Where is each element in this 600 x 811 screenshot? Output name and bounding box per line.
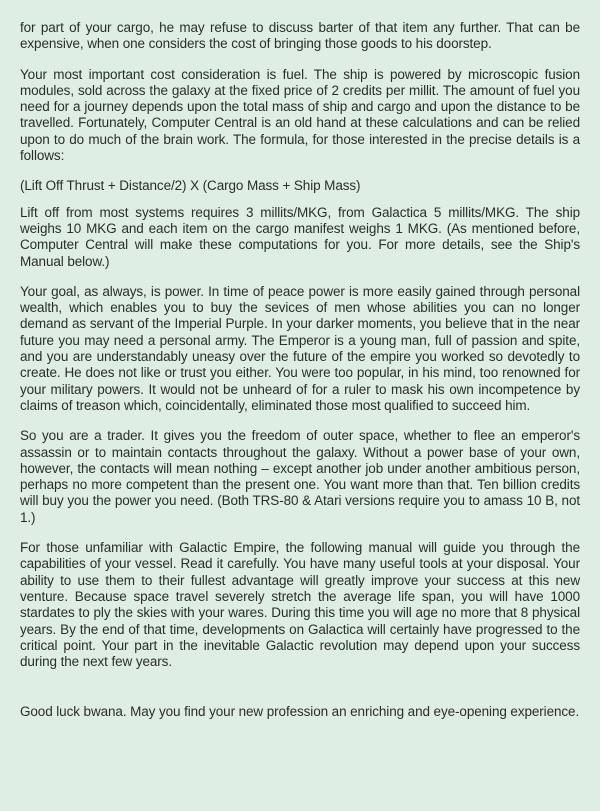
paragraph-goal-power: Your goal, as always, is power. In time of peace power is more easily gained through personal wealth, which enables you to buy the sevices of men whose abilities you can no longer demand as servant of the Imperial Purple. In your darker moments, you believe that in the near future you may need a personal army. The Emperor is a young man, full of passion and spite, and you are understandably uneasy over the future of the empire you worked so devotedly to create. He does not like or trust you either. You were too popular, in his mind, too renowned for your military powers. It would not be unheard of for a ruler to mask his own incompetence by claims of treason which, coincidentally, eliminated those most qualified to succeed him.: [20, 283, 580, 413]
fuel-formula: (Lift Off Thrust + Distance/2) X (Cargo Mass + Ship Mass): [20, 178, 361, 194]
paragraph-good-luck: Good luck bwana. May you find your new profession an enriching and eye-opening experience.: [20, 704, 580, 720]
paragraph-lift-off: Lift off from most systems requires 3 millits/MKG, from Galactica 5 millits/MKG. The ship weighs 10 MKG and each item on the cargo manifest weighs 1 MKG. (As mentioned before, Computer Central will make these computations for you. For more details, see the Ship's Manual below.): [20, 204, 580, 269]
paragraph-manual-intro: For those unfamiliar with Galactic Empire, the following manual will guide you through the capabilities of your vessel. Read it carefully. You have many useful tools at your disposal. Your ability to use them to their fullest advantage will greatly improve your success at this new venture. Because space travel severely stretch the average life span, you will have 1000 stardates to ply the skies with your wares. During this time you will age no more that 8 physical years. By the end of that time, developments on Galactica will certainly have progressed to the critical point. Your part in the inevitable Galactic revolution may depend upon your success during the next few years.: [20, 540, 580, 670]
paragraph-fuel-cost: Your most important cost consideration is fuel. The ship is powered by microscopic fusion modules, sold across the galaxy at the fixed price of 2 credits per millit. The amount of fuel you need for a journey depends upon the total mass of ship and cargo and upon the distance to be travelled. Fortunately, Computer Central is an old hand at these calculations and can be relied upon to do much of the brain work. The formula, for those interested in the precise details is a follows:: [20, 66, 580, 164]
paragraph-trader: So you are a trader. It gives you the freedom of outer space, whether to flee an emperor's assassin or to maintain contacts throughout the galaxy. Without a power base of your own, however, the contacts will mean nothing – except another job under another ambitious person, perhaps no more competent than the present one. You want more than that. Ten billion credits will buy you the power you need. (Both TRS-80 & Atari versions require you to amass 10 B, not 1.): [20, 428, 580, 525]
paragraph-cargo-barter: for part of your cargo, he may refuse to discuss barter of that item any further. That can be expensive, when one considers the cost of bringing those goods to his doorstep.: [20, 20, 580, 52]
